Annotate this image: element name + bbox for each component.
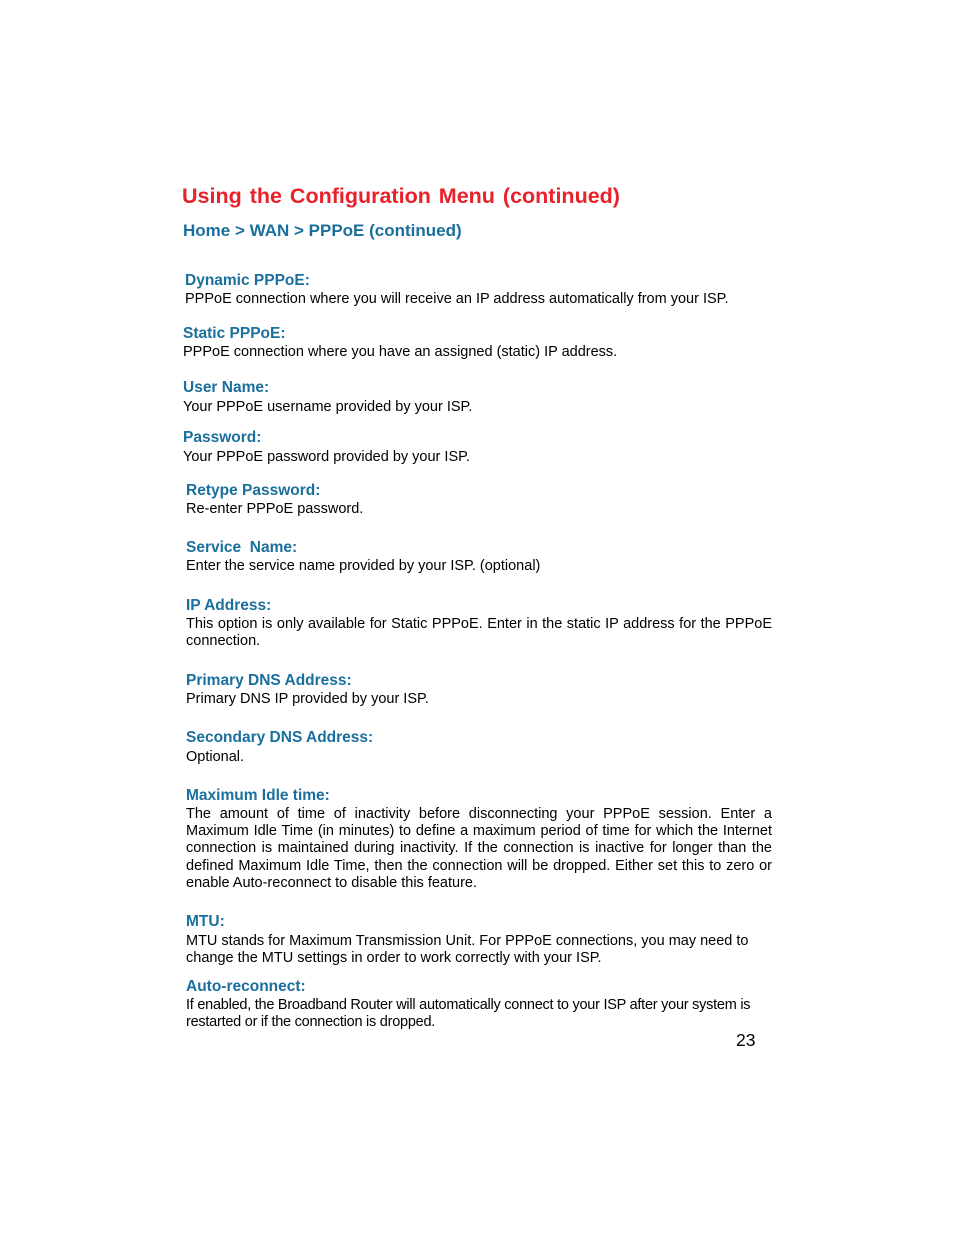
section-heading: Auto-reconnect:: [186, 978, 306, 995]
section-heading: Password:: [183, 429, 262, 446]
section-heading: Retype Password:: [186, 482, 321, 499]
section-body: Re-enter PPPoE password.: [186, 501, 364, 517]
section-body: Enter the service name provided by your ISP. (optional): [186, 558, 541, 574]
section-heading: Dynamic PPPoE:: [185, 272, 310, 289]
section-heading: IP Address:: [186, 597, 272, 614]
section-heading: Maximum Idle time:: [186, 787, 330, 804]
section-body: Primary DNS IP provided by your ISP.: [186, 691, 429, 707]
section-body: PPPoE connection where you have an assigned (static) IP address.: [183, 344, 618, 360]
section-auto-reconnect: [186, 977, 772, 1031]
section-ip-address: [186, 596, 772, 650]
section-heading: Secondary DNS Address:: [186, 729, 374, 746]
section-primary-dns: [186, 671, 772, 708]
section-heading: Service Name:: [186, 539, 298, 556]
section-heading: Static PPPoE:: [183, 325, 286, 342]
section-heading: MTU:: [186, 913, 225, 930]
section-body: The amount of time of inactivity before disconnecting your PPPoE session. Enter a Maximum Idle Time (in minutes) to define a maximum period of time for which the Internet connection is maintained during inactivity. If the connection is inactive for longer than the defined Maximum Idle Time, then the connection will be dropped. Either set this to zero or enable Auto-reconnect to disable this feature.: [186, 806, 772, 891]
section-body: MTU stands for Maximum Transmission Unit. For PPPoE connections, you may need to change the MTU settings in order to work correctly with your ISP.: [186, 933, 749, 967]
section-retype-password: [186, 481, 772, 518]
section-dynamic-pppoe: [185, 271, 771, 308]
section-password: [183, 428, 769, 466]
section-secondary-dns: [186, 728, 772, 766]
section-static-pppoe: [183, 324, 769, 361]
page-number: 23: [736, 1030, 756, 1050]
section-heading: User Name:: [183, 379, 270, 396]
section-body: Your PPPoE password provided by your ISP.: [183, 449, 470, 465]
section-body: PPPoE connection where you will receive an IP address automatically from your ISP.: [185, 291, 729, 307]
section-body: This option is only available for Static PPPoE. Enter in the static IP address for the PPPoE connection.: [186, 616, 772, 650]
section-body: Optional.: [186, 749, 245, 765]
section-service-name: [186, 538, 772, 575]
section-body: If enabled, the Broadband Router will automatically connect to your ISP after your system is restarted or if the connection is dropped.: [186, 997, 751, 1031]
section-mtu: [186, 912, 772, 967]
section-body: Your PPPoE username provided by your ISP.: [183, 399, 473, 415]
breadcrumb: Home > WAN > PPPoE (continued): [183, 221, 462, 240]
page-title: Using the Configuration Menu (continued): [182, 184, 620, 208]
section-heading: Primary DNS Address:: [186, 672, 352, 689]
section-maximum-idle-time: [186, 786, 772, 892]
section-user-name: [183, 378, 769, 416]
